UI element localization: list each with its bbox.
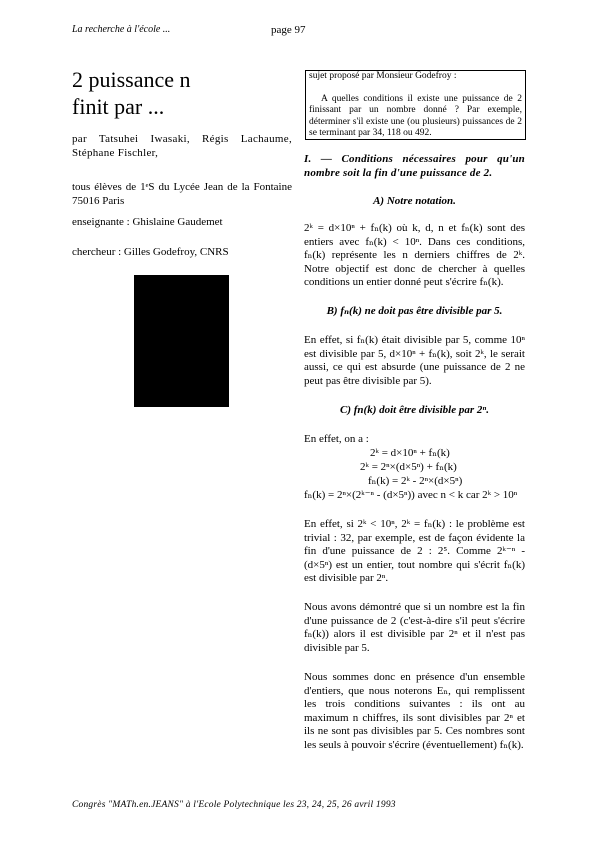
- title-line-1: 2 puissance n: [72, 67, 191, 92]
- students-affiliation: tous élèves de 1ᵉS du Lycée Jean de la Fontaine 75016 Paris: [72, 181, 292, 207]
- equation-4: fₙ(k) = 2ⁿ×(2ᵏ⁻ⁿ - (d×5ⁿ)) avec n < k car 2ᵏ > 10ⁿ: [304, 489, 518, 501]
- paragraph-notation: 2ᵏ = d×10ⁿ + fₙ(k) où k, d, n et fₙ(k) sont des entiers avec fₙ(k) < 10ⁿ. Dans ces conditions, fₙ(k) représente les n derniers chiffres de 2ᵏ. Notre objectif est donc de chercher à quelles conditions un entier donné peut s'écrire fₙ(k).: [304, 222, 525, 288]
- equation-1: 2ᵏ = d×10ⁿ + fₙ(k): [370, 447, 450, 459]
- subsection-b-heading: B) fₙ(k) ne doit pas être divisible par 5.: [326, 305, 503, 317]
- paragraph-trivial-case: En effet, si 2ᵏ < 10ⁿ, 2ᵏ = fₙ(k) : le problème est trivial : 32, par exemple, est de façon évidente la fin d'une puissance de 2 : 2⁵. Comme 2ᵏ⁻ⁿ - (d×5ⁿ) est un entier, tout nombre qui s'écrit fₙ(k) est divisible par 2ⁿ.: [304, 518, 525, 584]
- page-number: page 97: [271, 24, 306, 36]
- paragraph-set-en: Nous sommes donc en présence d'un ensemble d'entiers, que nous noterons Eₙ, qui remplissent les trois conditions suivantes : ils ont au maximum n chiffres, ils sont divisibles par 2ⁿ et ils ne sont pas divisibles par 5. Ces nombres sont les seuls à pouvoir s'écrire (éventuellement) fₙ(k).: [304, 671, 525, 751]
- authors: par Tatsuhei Iwasaki, Régis Lachaume, Stéphane Fischler,: [72, 133, 292, 159]
- subsection-c-heading: C) fn(k) doit être divisible par 2ⁿ.: [340, 404, 489, 416]
- paragraph-divisible-5: En effet, si fₙ(k) était divisible par 5, comme 10ⁿ est divisible par 5, d×10ⁿ + fₙ(k), soit 2ᵏ, le serait aussi, ce qui est absurde (une puissance de 2 ne peut pas être divisible par 5).: [304, 334, 525, 387]
- running-title: La recherche à l'école ...: [72, 24, 171, 35]
- equation-3: fₙ(k) = 2ᵏ - 2ⁿ×(d×5ⁿ): [368, 475, 463, 487]
- subsection-a-heading: A) Notre notation.: [373, 195, 456, 207]
- researcher: chercheur : Gilles Godefroy, CNRS: [72, 246, 229, 258]
- title-line-2: finit par ...: [72, 94, 165, 119]
- section-heading: I. — Conditions nécessaires pour qu'un nombre soit la fin d'une puissance de 2.: [304, 153, 525, 179]
- subject-body: A quelles conditions il existe une puissance de 2 finissant par un nombre donné ? Par exemple, déterminer s'il existe une (ou plusieurs) puissances de 2 se terminant par 34, 118 ou 492.: [309, 93, 522, 138]
- paragraph-intro-equations: En effet, on a :: [304, 433, 369, 445]
- equation-2: 2ᵏ = 2ⁿ×(d×5ⁿ) + fₙ(k): [360, 461, 457, 473]
- article-title: [72, 66, 191, 120]
- paragraph-conclusion: Nous avons démontré que si un nombre est la fin d'une puissance de 2 (c'est-à-dire s'il peut s'écrire fₙ(k)) alors il est divisible par 2ⁿ et il n'est pas divisible par 5.: [304, 601, 525, 654]
- box-top-border: [305, 70, 526, 71]
- footer-note: Congrès "MATh.en.JEANS" à l'Ecole Polytechnique les 23, 24, 25, 26 avril 1993: [72, 800, 396, 810]
- subject-lead: sujet proposé par Monsieur Godefroy :: [309, 71, 457, 81]
- teacher: enseignante : Ghislaine Gaudemet: [72, 216, 223, 228]
- photo-placeholder: [134, 275, 229, 407]
- subject-box: [305, 70, 526, 140]
